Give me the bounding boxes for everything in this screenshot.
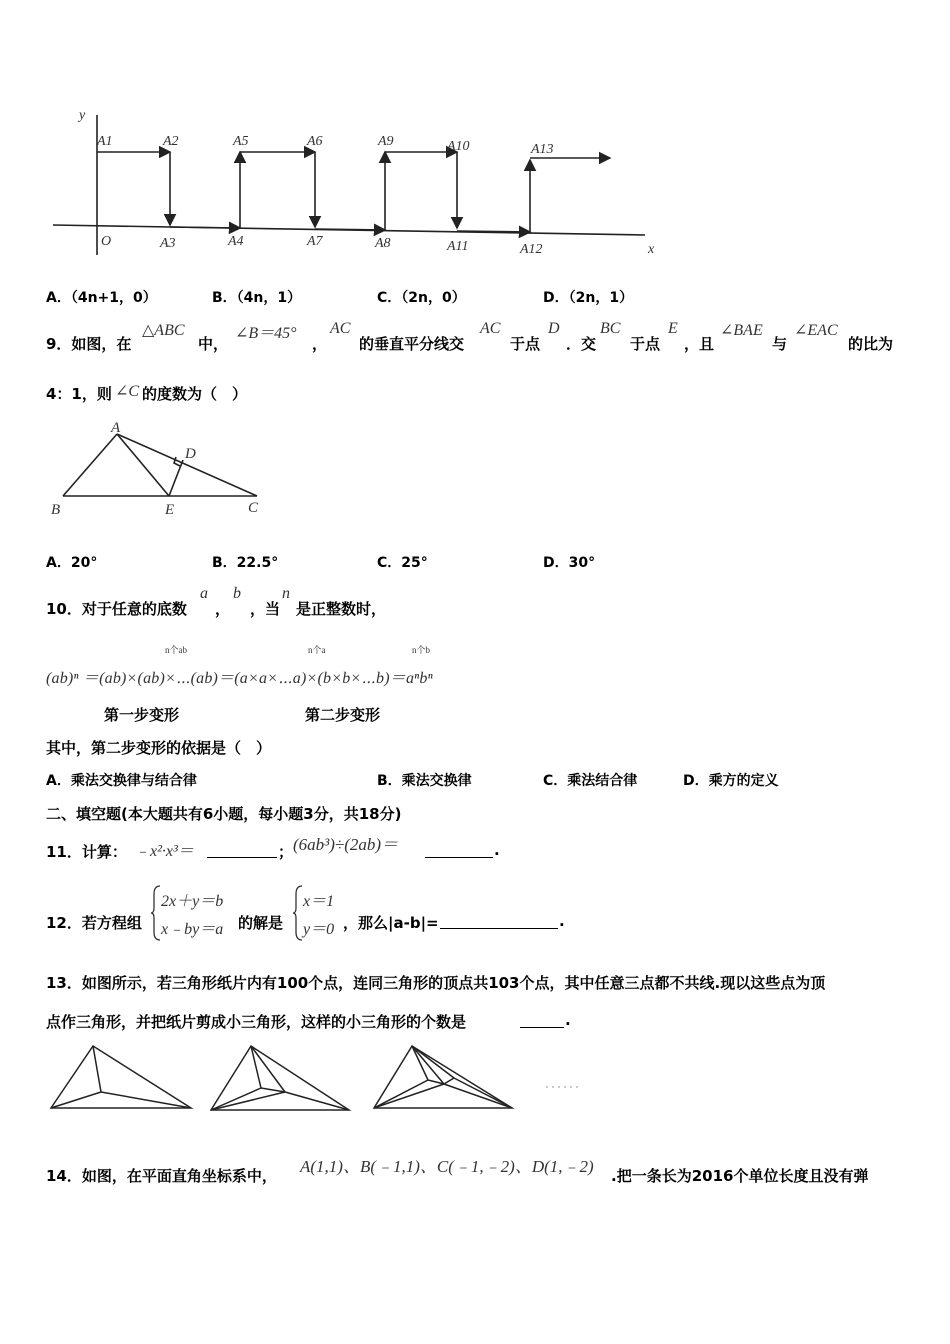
q10-brace-label-3: n个b [412,645,431,655]
q9-math: BC [600,320,621,337]
q10-text: 10．对于任意的底数 [46,600,187,618]
q14-points: A(1,1)、B(﹣1,1)、C(﹣1,﹣2)、D(1,﹣2) [300,1157,594,1176]
q12-sol1: x＝1 [303,893,335,910]
q8-label: A11 [447,239,469,254]
q13-line1: 13．如图所示，若三角形纸片内有100个点，连同三角形的顶点共103个点，其中任意三点都不共线.现以这些点为顶 [46,974,826,992]
q10-text: 是正整数时， [296,600,387,618]
q8-label: A13 [531,142,554,157]
q10-math: b [233,585,241,602]
q8-label: A4 [228,234,244,249]
q8-option-c[interactable]: C．（2n，0） [377,290,466,306]
q12-sol2: y＝0 [303,921,335,938]
q9-text: 的垂直平分线交 [359,335,465,353]
q13-answer-blank[interactable] [520,1011,564,1028]
q12-eq1: 2x＋y＝b [161,893,224,910]
q14-text: .把一条长为2016个单位长度且没有弹 [611,1167,869,1185]
q10-option-a[interactable]: A．乘法交换律与结合律 [46,773,197,789]
q10-option-c[interactable]: C．乘法结合律 [543,773,638,789]
q9-text: ，且 [684,335,715,353]
q10-math: a [200,585,208,602]
q13-end: . [565,1011,571,1029]
q9-math: E [668,320,678,337]
q12-text: 12．若方程组 [46,914,142,932]
q9-math: AC [480,320,501,337]
q8-label: A9 [378,134,394,149]
q9-triangle-figure [45,420,275,525]
q8-option-a[interactable]: A．（4n+1，0） [46,290,157,306]
q9-text: 的比为 [848,335,894,353]
q10-option-b[interactable]: B．乘法交换律 [377,773,472,789]
q9-text: 4：1，则 [46,385,112,403]
q10-text: ， [215,600,231,618]
q8-label: O [101,234,112,249]
q8-path [97,152,610,232]
q9-math: ∠BAE [720,322,763,339]
q9-math: AC [330,320,351,337]
q9-text: ．交 [566,335,597,353]
q13-triangle-figure-1 [45,1040,195,1115]
q12-text: 的解是 [238,914,284,932]
q11-math-1: ﹣x²·x³＝ [134,843,194,860]
q10-text: ，当 [250,600,281,618]
q9-text: 于点 [510,335,541,353]
q13-triangle-figure-2 [205,1040,355,1115]
q11-separator: ； [278,843,294,861]
q8-label: A1 [97,134,113,149]
q9-text: 与 [772,335,788,353]
q9-text-1: 9．如图，在 [46,335,132,353]
q11-text: 11．计算： [46,843,127,861]
q8-option-d[interactable]: D．（2n，1） [543,290,634,306]
q9-text: 中， [198,335,229,353]
q8-coordinate-figure [45,95,665,265]
q9-figure-label: C [248,500,259,516]
q10-math: n [282,585,290,602]
q10-brace-label-1: n个ab [165,645,187,655]
q8-label: A6 [307,134,323,149]
q10-step2: 第二步变形 [305,706,381,724]
q9-math: ∠B＝45° [235,325,297,342]
q9-option-b[interactable]: B．22.5° [212,555,279,571]
q10-question: 其中，第二步变形的依据是（ ） [46,739,272,757]
q10-brace-label-2: n个a [308,645,326,655]
q8-label: A3 [160,236,176,251]
q10-formula: (ab)ⁿ ＝(ab)×(ab)×⋯(ab)＝(a×a×⋯a)×(b×b×⋯b)＝aⁿbⁿ [46,670,433,687]
q8-label: A7 [307,234,323,249]
q9-figure-label: A [111,420,121,436]
q11-answer-blank-2[interactable] [425,841,493,858]
q9-figure-label: D [185,446,196,462]
q10-option-d[interactable]: D．乘方的定义 [683,773,779,789]
q9-option-c[interactable]: C．25° [377,555,428,571]
q8-label: y [79,108,86,123]
q8-label: A12 [520,242,543,257]
q11-end: . [494,841,500,859]
q8-label: x [648,242,655,257]
q13-triangle-figure-3 [368,1040,518,1115]
q10-step1: 第一步变形 [104,706,180,724]
q9-figure-label: E [165,502,175,518]
q12-end: . [559,912,565,930]
q9-option-a[interactable]: A．20° [46,555,98,571]
q9-text: 的度数为（ ） [142,385,248,403]
q12-answer-blank[interactable] [440,912,558,929]
q9-figure-label: B [51,502,61,518]
q8-label: A5 [233,134,249,149]
q11-answer-blank-1[interactable] [207,841,277,858]
q8-label: A8 [375,236,391,251]
q9-option-d[interactable]: D．30° [543,555,596,571]
q12-text: ，那么|a-b|= [343,914,439,932]
q9-text: 于点 [630,335,661,353]
q8-option-b[interactable]: B．（4n，1） [212,290,302,306]
q9-math: D [548,320,560,337]
section-title: 二、填空题(本大题共有6小题，每小题3分，共18分) [46,805,402,823]
q13-ellipsis-dots [544,1083,580,1091]
q13-line2: 点作三角形，并把纸片剪成小三角形，这样的小三角形的个数是 [46,1013,467,1031]
q9-math: ∠EAC [794,322,838,339]
q9-text: ， [312,335,328,353]
q11-math-2: (6ab³)÷(2ab)＝ [293,835,399,854]
q8-label: A10 [447,139,470,154]
q12-eq2: x﹣by＝a [161,921,224,938]
q14-text: 14．如图，在平面直角坐标系中， [46,1167,277,1185]
q9-math: ∠C [115,383,140,400]
q8-label: A2 [163,134,179,149]
q9-math: △ABC [142,322,185,339]
